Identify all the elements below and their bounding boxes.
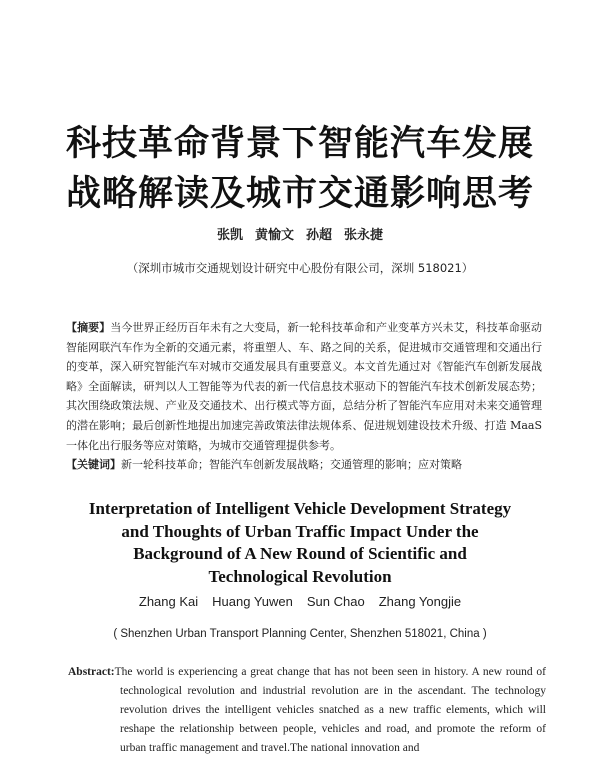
english-title	[40, 498, 560, 588]
english-title-line: Technological Revolution	[208, 566, 392, 586]
english-title-line: Interpretation of Intelligent Vehicle Development Strategy	[88, 499, 512, 518]
chinese-keywords-text: 新一轮科技革命；智能汽车创新发展战略；交通管理的影响；应对策略	[121, 458, 462, 471]
english-abstract-label: Abstract:	[68, 666, 115, 678]
chinese-abstract-label: 【摘要】	[66, 321, 111, 334]
author-name: 黄愉文	[254, 228, 294, 243]
chinese-keywords-label: 【关键词】	[66, 458, 121, 471]
english-authors	[0, 594, 600, 609]
english-abstract-text: The world is experiencing a great change that has not been seen in history. A new round of technological revolution and industrial revolution are in the ascendant. The technology revolution drives the intelligent vehicles snatched as a new traffic elements, which will reshape the relationship between people, vehicles and road, and promote the reform of urban traffic management and travel.The national innovation and	[114, 666, 546, 754]
chinese-keywords	[66, 456, 542, 472]
english-abstract	[68, 663, 546, 758]
english-title-line: Background of A New Round of Scientific and	[133, 544, 467, 563]
author-name: Zhang Yongjie	[378, 594, 462, 609]
chinese-title-line-2: 战略解读及城市交通影响思考	[65, 173, 534, 214]
chinese-affiliation: （深圳市城市交通规划设计研究中心股份有限公司，深圳 518021）	[126, 261, 474, 275]
chinese-title-line-1: 科技革命背景下智能汽车发展	[65, 123, 534, 164]
chinese-authors	[0, 224, 600, 243]
chinese-abstract	[66, 318, 542, 455]
author-name: Sun Chao	[306, 594, 365, 609]
author-name: 张永捷	[344, 228, 384, 243]
author-name: Huang Yuwen	[212, 594, 293, 609]
author-name: 张凯	[216, 228, 243, 243]
english-title-line: and Thoughts of Urban Traffic Impact Under the	[121, 521, 479, 541]
author-name: Zhang Kai	[138, 594, 199, 609]
author-name: 孙超	[306, 228, 333, 243]
english-affiliation: ( Shenzhen Urban Transport Planning Center, Shenzhen 518021, China )	[113, 628, 487, 640]
chinese-abstract-text: 当今世界正经历百年未有之大变局，新一轮科技革命和产业变革方兴未艾，科技革命驱动智能网联汽车作为全新的交通元素，将重塑人、车、路之间的关系，促进城市交通管理和交通出行的变革，深入研究智能汽车对城市交通发展具有重要意义。本文首先通过对《智能汽车创新发展战略》全面解读，研判以人工智能等为代表的新一代信息技术驱动下的智能汽车技术创新发展态势；其次围绕政策法规、产业及交通技术、出行模式等方面，总结分析了智能汽车应用对未来交通管理的潜在影响；最后创新性地提出加速完善政策法律法规体系、促进规划建设技术升级、打造 MaaS 一体化出行服务等应对策略，为城市交通管理提供参考。	[66, 321, 543, 452]
